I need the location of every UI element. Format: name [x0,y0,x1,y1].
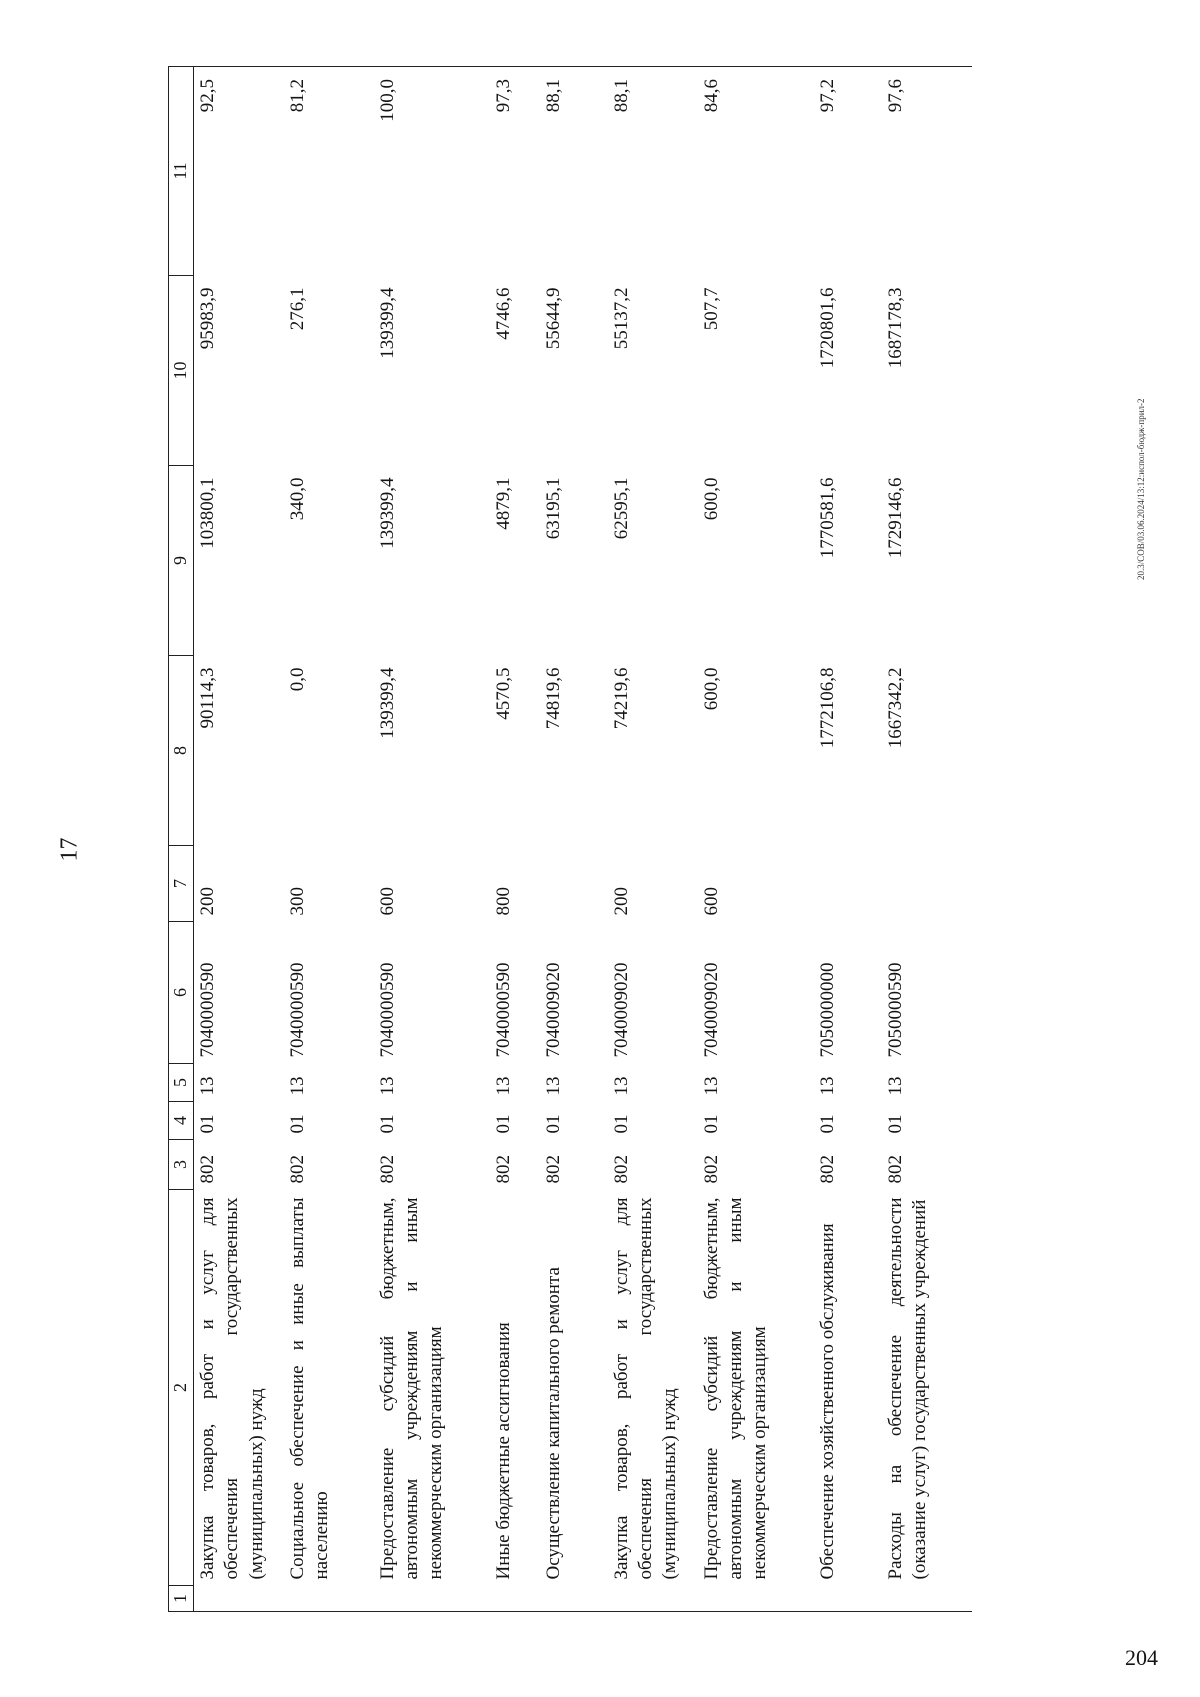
cell-c4: 01 [700,1114,722,1134]
cell-c4: 01 [286,1114,308,1134]
cell-c10: 1720801,6 [816,287,838,369]
cell-c5: 13 [884,1076,906,1096]
cell-c6: 7040009020 [700,962,722,1058]
cell-c8: 1667342,2 [884,667,906,749]
row-name: Осуществление капитального ремонта [542,1267,564,1580]
cell-c11: 97,2 [814,67,882,276]
column-header: 5 [169,1064,194,1102]
cell-c5: 13 [542,1076,564,1096]
cell-c8: 600,0 [700,667,722,711]
table-row [698,67,814,1612]
column-header: 6 [169,922,194,1064]
table-row [490,67,540,1612]
cell-c3: 802 [492,1155,514,1184]
cell-c8: 139399,4 [376,667,398,739]
cell-c7 [540,846,608,922]
cell-c3: 802 [542,1155,564,1184]
cell-c7: 600 [376,887,398,916]
cell-c3: 802 [610,1155,632,1184]
row-name: Предоставление субсидий бюджетным, автономным учреждениям и иным некоммерческим организациям [700,1197,771,1580]
table-row [194,67,284,1612]
row-name: Закупка товаров, работ и услуг для обеспечения государственных (муниципальных) нужд [197,1197,267,1580]
cell-c7: 600 [700,887,722,916]
cell-c11: 84,6 [698,67,814,276]
cell-c7: 200 [610,887,632,916]
table-row [284,67,374,1612]
table-header-row [169,67,194,1612]
row-name: Расходы на обеспечение деятельности (оказание услуг) государственных учреждений [884,1197,930,1580]
table-row [540,67,608,1612]
row-name: Социальное обеспечение и иные выплаты населению [286,1197,332,1580]
cell-c11: 92,5 [194,67,284,276]
cell-c4: 01 [610,1114,632,1134]
cell-c7 [882,846,972,922]
cell-c11: 88,1 [608,67,698,276]
column-header: 11 [169,67,194,276]
cell-c8: 74819,6 [542,667,564,730]
cell-c7 [814,846,882,922]
cell-c10: 507,7 [700,287,722,331]
cell-c9: 1729146,6 [884,477,906,559]
cell-c7: 200 [197,887,218,916]
cell-c4: 01 [816,1114,838,1134]
cell-c10: 276,1 [286,287,308,331]
cell-c8: 4570,5 [492,667,514,720]
cell-c9: 63195,1 [542,477,564,540]
cell-c8: 0,0 [286,667,308,692]
table-row [608,67,698,1612]
cell-c4: 01 [542,1114,564,1134]
cell-c6: 7040009020 [542,962,564,1058]
cell-c3: 802 [286,1155,308,1184]
cell-c6: 7040000590 [197,962,218,1058]
cell-c4: 01 [197,1114,218,1134]
budget-table [168,66,972,1612]
cell-c4: 01 [376,1114,398,1134]
cell-c10: 95983,9 [197,287,218,350]
table-row [814,67,882,1612]
cell-c10: 1687178,3 [884,287,906,369]
row-name: Предоставление субсидий бюджетным, автономным учреждениям и иным некоммерческим организациям [376,1197,447,1580]
cell-c4: 01 [492,1114,514,1134]
table-row [374,67,490,1612]
column-header: 8 [169,656,194,846]
cell-c5: 13 [197,1076,218,1096]
cell-c4: 01 [884,1114,906,1134]
cell-c5: 13 [816,1076,838,1096]
cell-c11: 100,0 [374,67,490,276]
cell-c7: 300 [286,887,308,916]
cell-c9: 139399,4 [376,477,398,549]
cell-c10: 139399,4 [376,287,398,359]
column-header: 9 [169,466,194,656]
page-number-top: 17 [56,837,83,862]
cell-c5: 13 [286,1076,308,1096]
column-header: 7 [169,846,194,922]
cell-c3: 802 [816,1155,838,1184]
cell-c8: 1772106,8 [816,667,838,749]
column-header: 2 [169,1190,194,1586]
column-header: 10 [169,276,194,466]
column-header: 1 [169,1586,194,1612]
cell-c6: 7040000590 [376,962,398,1058]
cell-c9: 600,0 [700,477,722,521]
cell-c10: 55137,2 [610,287,632,350]
page-number-bottom: 204 [1125,1645,1158,1670]
cell-c3: 802 [884,1155,906,1184]
cell-c9: 340,0 [286,477,308,521]
cell-c3: 802 [376,1155,398,1184]
cell-c9: 1770581,6 [816,477,838,559]
budget-table-wrapper [168,67,978,1612]
cell-c6: 7050000590 [884,962,906,1058]
cell-c5: 13 [610,1076,632,1096]
cell-c11: 81,2 [284,67,374,276]
cell-c11: 88,1 [540,67,608,276]
cell-c6: 7040009020 [610,962,632,1058]
cell-c8: 74219,6 [610,667,632,730]
row-name: Иные бюджетные ассигнования [492,1322,514,1580]
row-name: Обеспечение хозяйственного обслуживания [816,1223,838,1580]
table-row [882,67,972,1612]
document-stamp: 20.3/СОВ/03.06.2024/13:12:испол-бюдж-прил-2 [1136,398,1146,580]
cell-c6: 7040000590 [286,962,308,1058]
cell-c8: 90114,3 [197,667,218,729]
cell-c6: 7050000000 [816,962,838,1058]
cell-c9: 4879,1 [492,477,514,530]
cell-c9: 62595,1 [610,477,632,540]
cell-c5: 13 [376,1076,398,1096]
cell-c5: 13 [700,1076,722,1096]
cell-c3: 802 [197,1155,218,1184]
cell-c3: 802 [700,1155,722,1184]
cell-c10: 4746,6 [492,287,514,340]
cell-c11: 97,3 [490,67,540,276]
column-header: 4 [169,1102,194,1140]
cell-c5: 13 [492,1076,514,1096]
cell-c6: 7040000590 [492,962,514,1058]
cell-c7: 800 [492,887,514,916]
row-name: Закупка товаров, работ и услуг для обеспечения государственных (муниципальных) нужд [610,1197,681,1580]
cell-c10: 55644,9 [542,287,564,350]
cell-c11: 97,6 [882,67,972,276]
column-header: 3 [169,1140,194,1190]
cell-c9: 103800,1 [197,477,218,549]
